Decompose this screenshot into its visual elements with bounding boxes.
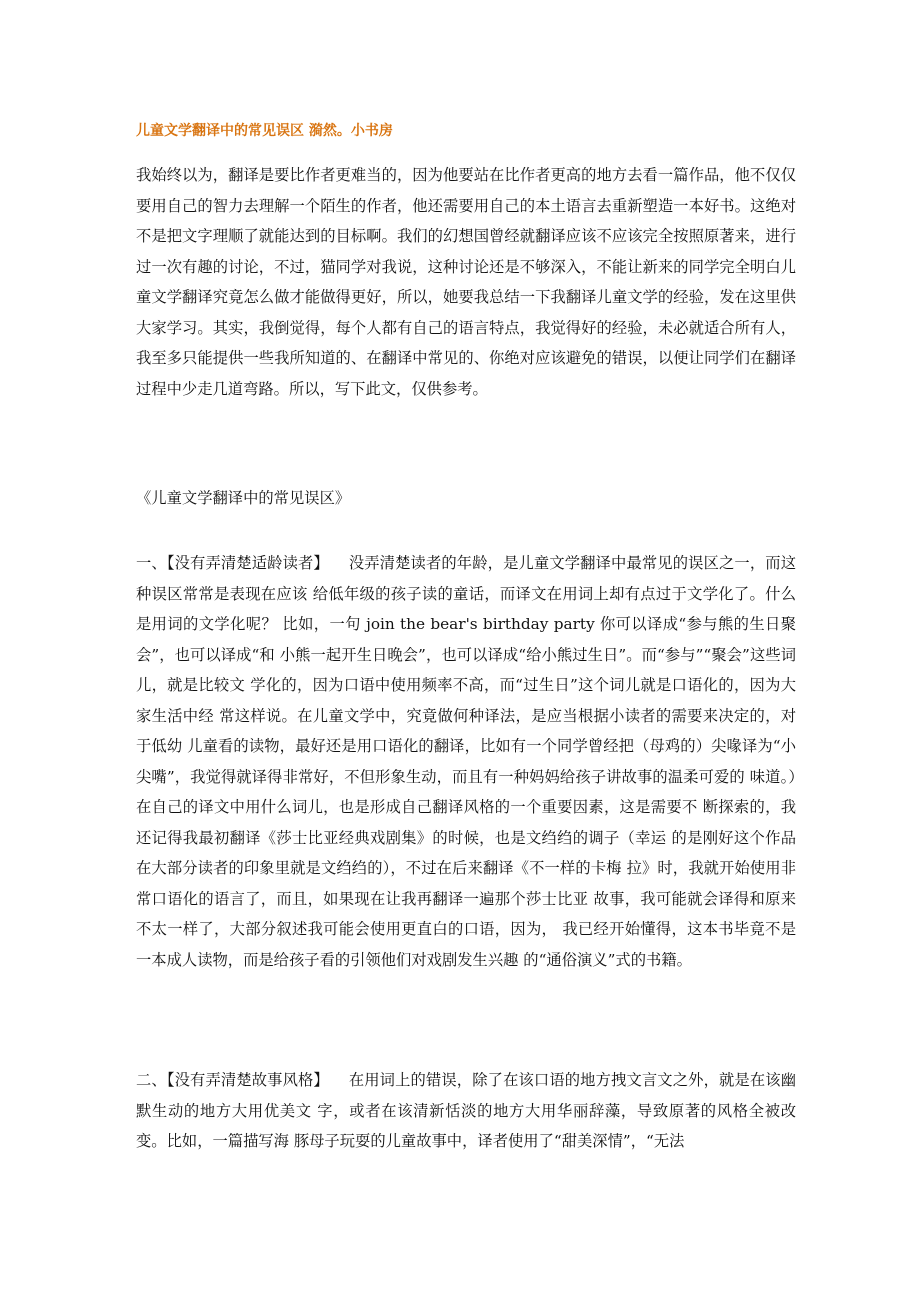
section-title: 《儿童文学翻译中的常见误区》 [136, 489, 351, 507]
section-2-paragraph [136, 1065, 796, 1157]
section-1-label: 一、【没有弄清楚适龄读者】 [136, 554, 329, 572]
section-1-paragraph [136, 548, 796, 975]
intro-paragraph: 我始终以为，翻译是要比作者更难当的，因为他要站在比作者更高的地方去看一篇作品，他不仅仅要用自己的智力去理解一个陌生的作者，他还需要用自己的本土语言去重新塑造一本好书。这绝对不是把文字理顺了就能达到的目标啊。我们的幻想国曾经就翻译应该不应该完全按照原著来，进行过一次有趣的讨论，不过，猫同学对我说，这种讨论还是不够深入，不能让新来的同学完全明白儿童文学翻译究竟怎么做才能做得更好，所以，她要我总结一下我翻译儿童文学的经验，发在这里供大家学习。其实，我倒觉得，每个人都有自己的语言特点，我觉得好的经验，未必就适合所有人，我至多只能提供一些我所知道的、在翻译中常见的、你绝对应该避免的错误，以便让同学们在翻译过程中少走几道弯路。所以，写下此文，仅供参考。 [136, 166, 796, 398]
section-2-label: 二、【没有弄清楚故事风格】 [136, 1071, 329, 1089]
section-1-text: 没弄清楚读者的年龄，是儿童文学翻译中最常见的误区之一，而这种误区常常是表现在应该 给低年级的孩子读的童话，而译文在用词上却有点过于文学化了。什么是用词的文学化呢？ 比如，一句 join the bear's birthday party 你可以译成“参与熊的生日聚会”，也可以译成“和 小熊一起开生日晚会”，也可以译成“给小熊过生日”。而“参与”“聚会”这些词儿，就是比较文 学化的，因为口语中使用频率不高，而“过生日”这个词儿就是口语化的，因为大家生活中经 常这样说。在儿童文学中，究竟做何种译法，是应当根据小读者的需要来决定的，对于低幼 儿童看的读物，最好还是用口语化的翻译，比如有一个同学曾经把（母鸡的）尖喙译为“小 尖嘴”，我觉得就译得非常好，不但形象生动，而且有一种妈妈给孩子讲故事的温柔可爱的 味道。）在自己的译文中用什么词儿，也是形成自己翻译风格的一个重要因素，这是需要不 断探索的，我还记得我最初翻译《莎士比亚经典戏剧集》的时候，也是文绉绉的调子（幸运 的是刚好这个作品在大部分读者的印象里就是文绉绉的），不过在后来翻译《不一样的卡梅 拉》时，我就开始使用非常口语化的语言了，而且，如果现在让我再翻译一遍那个莎士比亚 故事，我可能就会译得和原来不太一样了，大部分叙述我可能会使用更直白的口语，因为， 我已经开始懂得，这本书毕竟不是一本成人读物，而是给孩子看的引领他们对戏剧发生兴趣 的“通俗演义”式的书籍。 [136, 554, 796, 969]
section-2-text: 在用词上的错误，除了在该口语的地方拽文言文之外，就是在该幽默生动的地方大用优美文 字，或者在该清新恬淡的地方大用华丽辞藻，导致原著的风格全被改变。比如，一篇描写海 豚母子玩耍的儿童故事中，译者使用了“甜美深情”，“无法 [136, 1071, 796, 1150]
document-title: 儿童文学翻译中的常见误区 漪然。小书房 [136, 123, 393, 139]
